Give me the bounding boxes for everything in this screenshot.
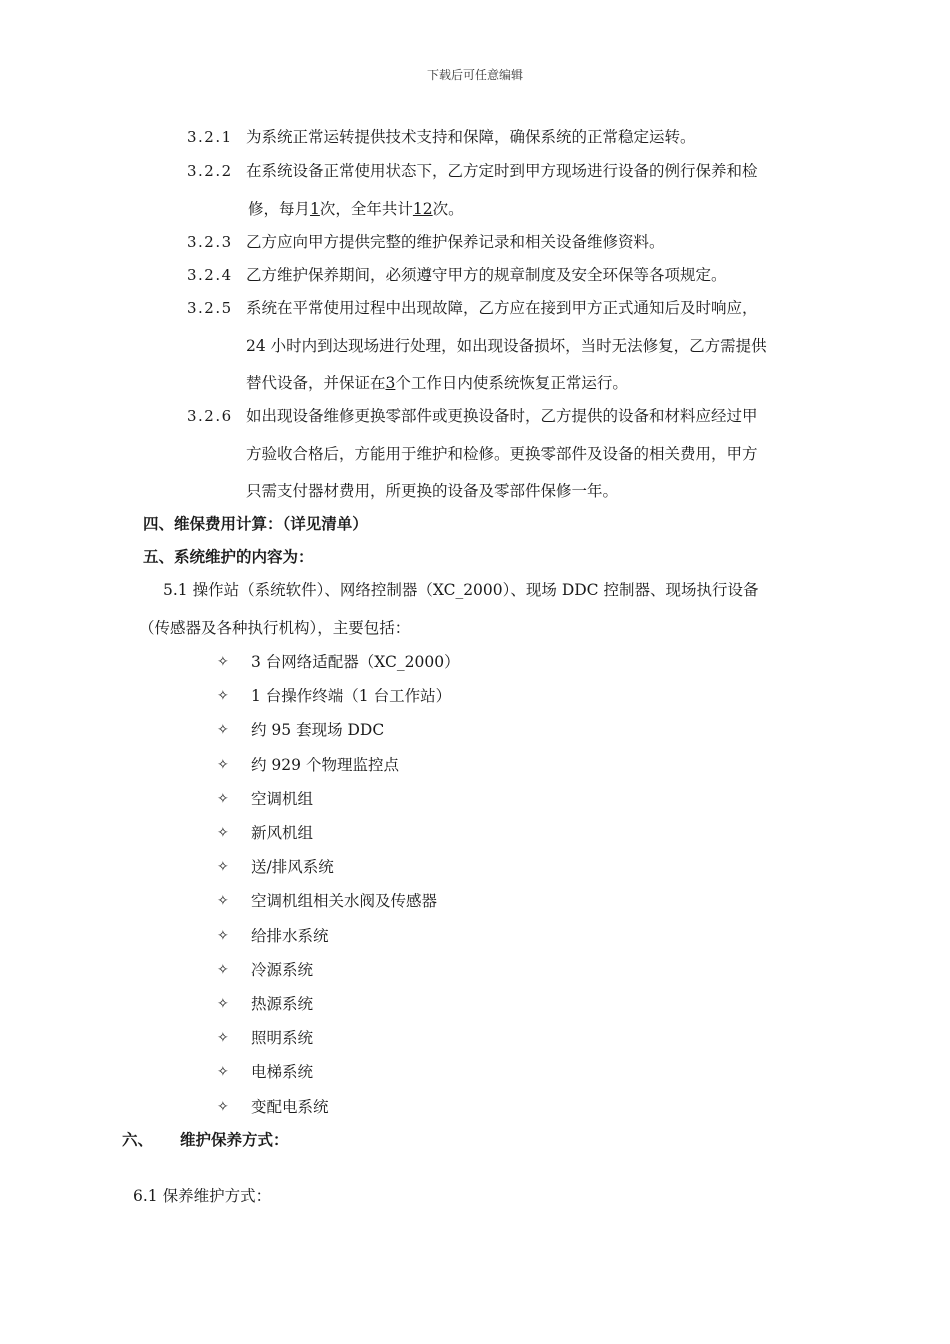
clause-number: 3.2.1 <box>187 128 233 146</box>
section-5-intro-cont: （传感器及各种执行机构），主要包括： <box>139 619 411 637</box>
clause-text: 乙方维护保养期间，必须遵守甲方的规章制度及安全环保等各项规定。 <box>246 266 727 284</box>
section-5-intro: 5.1 操作站（系统软件）、网络控制器（XC_2000）、现场 DDC 控制器、现场执行设备 <box>163 581 759 599</box>
clause-text: 系统在平常使用过程中出现故障，乙方应在接到甲方正式通知后及时响应， <box>246 299 758 317</box>
list-item: 变配电系统 <box>251 1098 329 1116</box>
bullet-diamond-icon: ✧ <box>217 1099 229 1115</box>
list-item: 新风机组 <box>251 824 314 842</box>
list-item: 约 95 套现场 DDC <box>251 721 385 739</box>
clause-number: 3.2.2 <box>187 162 233 180</box>
list-item: 给排水系统 <box>251 927 329 945</box>
bullet-diamond-icon: ✧ <box>217 1030 229 1046</box>
clause-text: 修，每月1次，全年共计12次。 <box>248 200 464 218</box>
list-item: 空调机组相关水阀及传感器 <box>251 892 438 910</box>
clause-text: 如出现设备维修更换零部件或更换设备时，乙方提供的设备和材料应经过甲 <box>246 407 758 425</box>
bullet-diamond-icon: ✧ <box>217 688 229 704</box>
list-item: 照明系统 <box>251 1029 314 1047</box>
section-6-number: 六、 <box>122 1130 154 1149</box>
list-item: 送/排风系统 <box>251 858 334 876</box>
bullet-diamond-icon: ✧ <box>217 1064 229 1080</box>
list-item: 热源系统 <box>251 995 314 1013</box>
section-5-heading: 五、系统维护的内容为： <box>143 547 314 566</box>
visit-frequency-monthly: 1 <box>310 200 320 218</box>
clause-text: 为系统正常运转提供技术支持和保障，确保系统的正常稳定运转。 <box>246 128 696 146</box>
clause-text: 乙方应向甲方提供完整的维护保养记录和相关设备维修资料。 <box>246 233 665 251</box>
clause-text: 只需支付器材费用，所更换的设备及零部件保修一年。 <box>246 482 619 500</box>
list-item: 3 台网络适配器（XC_2000） <box>251 653 460 671</box>
clause-text: 24 小时内到达现场进行处理，如出现设备损坏，当时无法修复，乙方需提供 <box>246 337 767 355</box>
bullet-diamond-icon: ✧ <box>217 722 229 738</box>
clause-text: 在系统设备正常使用状态下，乙方定时到甲方现场进行设备的例行保养和检 <box>246 162 758 180</box>
list-item: 冷源系统 <box>251 961 314 979</box>
section-6-heading: 维护保养方式： <box>180 1130 289 1149</box>
list-item: 空调机组 <box>251 790 314 808</box>
bullet-diamond-icon: ✧ <box>217 757 229 773</box>
list-item: 电梯系统 <box>251 1063 314 1081</box>
bullet-diamond-icon: ✧ <box>217 654 229 670</box>
page-header: 下载后可任意编辑 <box>426 68 523 82</box>
bullet-diamond-icon: ✧ <box>217 859 229 875</box>
bullet-diamond-icon: ✧ <box>217 962 229 978</box>
section-4-heading: 四、维保费用计算：（详见清单） <box>143 514 368 533</box>
visit-frequency-yearly: 12 <box>412 200 433 218</box>
clause-number: 3.2.3 <box>187 233 233 251</box>
clause-number: 3.2.6 <box>187 407 233 425</box>
bullet-diamond-icon: ✧ <box>217 928 229 944</box>
bullet-diamond-icon: ✧ <box>217 825 229 841</box>
clause-number: 3.2.4 <box>187 266 233 284</box>
bullet-diamond-icon: ✧ <box>217 893 229 909</box>
clause-number: 3.2.5 <box>187 299 233 317</box>
subsection-6-1: 6.1 保养维护方式： <box>133 1187 272 1205</box>
clause-text: 方验收合格后，方能用于维护和检修。更换零部件及设备的相关费用，甲方 <box>246 445 758 463</box>
list-item: 1 台操作终端（1 台工作站） <box>251 687 452 705</box>
clause-text: 替代设备，并保证在3个工作日内使系统恢复正常运行。 <box>246 374 628 392</box>
list-item: 约 929 个物理监控点 <box>251 756 399 774</box>
repair-days: 3 <box>385 374 396 392</box>
bullet-diamond-icon: ✧ <box>217 996 229 1012</box>
bullet-diamond-icon: ✧ <box>217 791 229 807</box>
